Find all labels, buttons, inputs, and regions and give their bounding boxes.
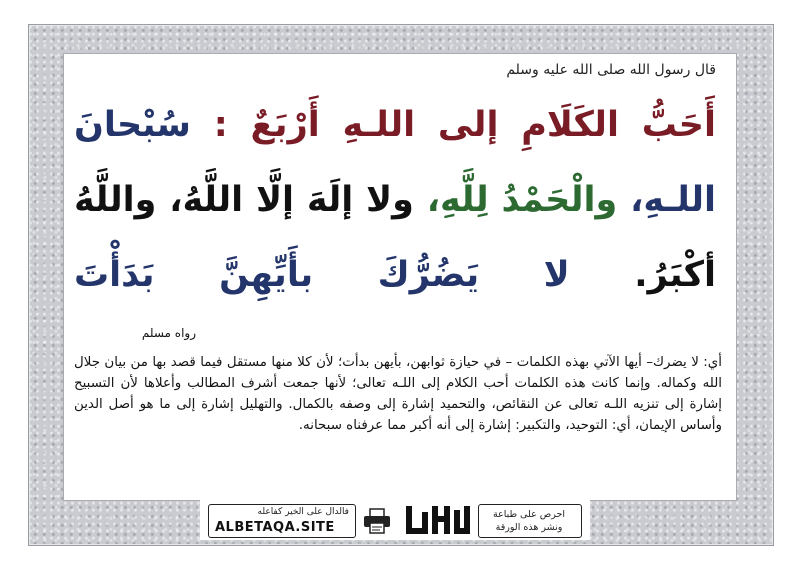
hadith-text	[74, 88, 716, 313]
hadith-alhamdulillah: والْحَمْدُ لِلَّهِ،	[426, 180, 631, 220]
explanation-text: أي: لا يضرك– أيها الآتي بهذه الكلمات – في حيازة ثوابهن، بأيهن بدأت؛ لأن كلا منها مستقل فيما قصد بها من بيان جلال الله وكماله. وإنما كانت هذه الكلمات أحب الكلام إلى اللـه تعالى؛ لأنها جمعت أشرف المطالب وأعلاها لأن التسبيح إشارة إلى تنزيه اللـه تعالى عن النقائص، والتحميد إشارة إلى وصفه بالكمال. والتهليل إشارة إلى ما هو أصل الدين وأساس الإيمان، أي: التوحيد، والتكبير: إشارة إلى أنه أكبر مما عرفناه سبحانه.	[74, 355, 722, 433]
hadith-tahlil-takbir: ولا إلَهَ إلَّا اللَّهُ، واللَّهُ أكْبَرُ.	[74, 180, 716, 295]
site-url-link[interactable]: ALBETAQA.SITE	[215, 520, 335, 535]
card-panel	[64, 54, 736, 500]
site-box	[208, 504, 356, 538]
hadith-closing: لا يَضُرُّكَ بأَيِّهِنَّ بَدَأْتَ	[74, 255, 635, 295]
attribution-text: قال رسول الله صلى الله عليه وسلم	[506, 62, 716, 78]
printer-icon	[362, 508, 392, 534]
footer-bar	[200, 500, 590, 540]
narrator-text: رواه مسلم	[141, 326, 196, 340]
hadith-subhanallah: سُبْحانَ اللـهِ،	[74, 105, 716, 220]
print-note: احرص على طباعة ونشر هذه الورقة	[492, 509, 566, 533]
hadith-intro: أَحَبُّ الكَلَامِ إلى اللـهِ أَرْبَعٌ :	[213, 105, 716, 145]
print-note-box	[478, 504, 582, 538]
albetaqa-logo-icon	[400, 502, 476, 538]
site-note: فالدال على الخير كفاعله	[257, 507, 349, 517]
